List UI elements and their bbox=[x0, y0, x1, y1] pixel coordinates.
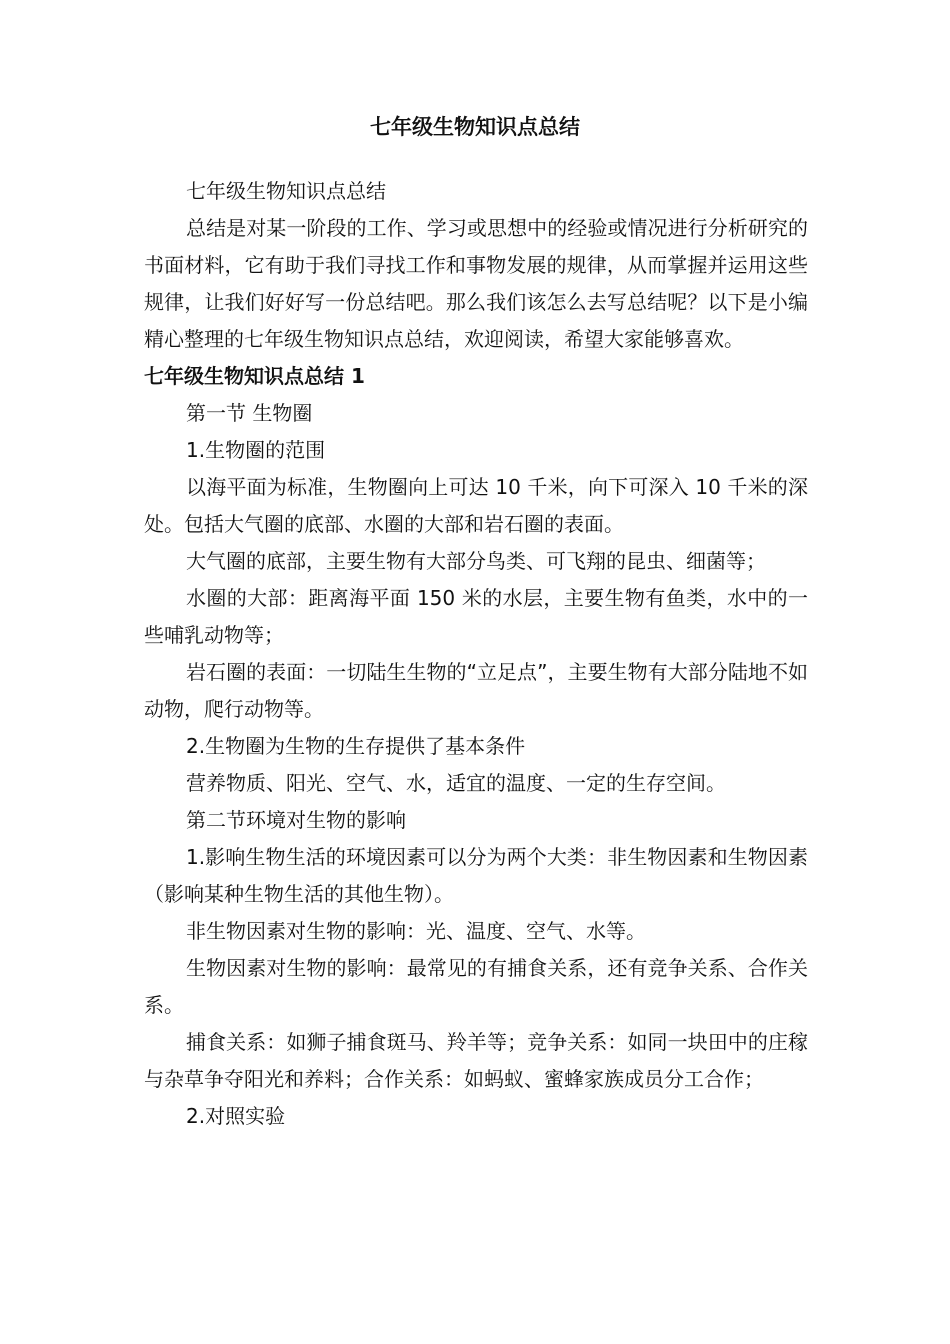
paragraph-abiotic: 非生物因素对生物的影响：光、温度、空气、水等。 bbox=[186, 919, 646, 943]
paragraph-lithosphere: 岩石圈的表面：一切陆生生物的“立足点”，主要生物有大部分陆地不如动物，爬行动物等。 bbox=[144, 660, 808, 721]
paragraph-atmosphere: 大气圈的底部，主要生物有大部分鸟类、可飞翔的昆虫、细菌等； bbox=[186, 549, 766, 573]
paragraph-section-1: 第一节 生物圈 bbox=[186, 401, 313, 425]
paragraph-relations: 捕食关系：如狮子捕食斑马、羚羊等；竞争关系：如同一块田中的庄稼与杂草争夺阳光和养料；合作关系：如蚂蚁、蜜蜂家族成员分工合作； bbox=[144, 1030, 808, 1091]
document-title: 七年级生物知识点总结 bbox=[370, 115, 580, 139]
paragraph-intro: 总结是对某一阶段的工作、学习或思想中的经验或情况进行分析研究的书面材料，它有助于我们寻找工作和事物发展的规律，从而掌握并运用这些规律，让我们好好写一份总结吧。那么我们该怎么去写总结呢？以下是小编精心整理的七年级生物知识点总结，欢迎阅读，希望大家能够喜欢。 bbox=[144, 216, 808, 351]
section-heading: 七年级生物知识点总结 1 bbox=[144, 364, 365, 388]
paragraph-section-2: 第二节环境对生物的影响 bbox=[186, 808, 406, 832]
paragraph-factors: 1.影响生物生活的环境因素可以分为两个大类：非生物因素和生物因素（影响某种生物生活的其他生物）。 bbox=[144, 845, 808, 906]
paragraph-item-control: 2.对照实验 bbox=[186, 1104, 286, 1128]
paragraph-subtitle: 七年级生物知识点总结 bbox=[186, 179, 386, 203]
paragraph-biotic: 生物因素对生物的影响：最常见的有捕食关系，还有竞争关系、合作关系。 bbox=[144, 956, 808, 1017]
paragraph-item-2: 2.生物圈为生物的生存提供了基本条件 bbox=[186, 734, 526, 758]
paragraph-conditions: 营养物质、阳光、空气、水，适宜的温度、一定的生存空间。 bbox=[186, 771, 726, 795]
paragraph-biosphere-range: 以海平面为标准，生物圈向上可达 10 千米，向下可深入 10 千米的深处。包括大气圈的底部、水圈的大部和岩石圈的表面。 bbox=[144, 475, 808, 536]
document-body bbox=[144, 173, 808, 1135]
paragraph-hydrosphere: 水圈的大部：距离海平面 150 米的水层，主要生物有鱼类，水中的一些哺乳动物等； bbox=[144, 586, 808, 647]
paragraph-item-1: 1.生物圈的范围 bbox=[186, 438, 326, 462]
